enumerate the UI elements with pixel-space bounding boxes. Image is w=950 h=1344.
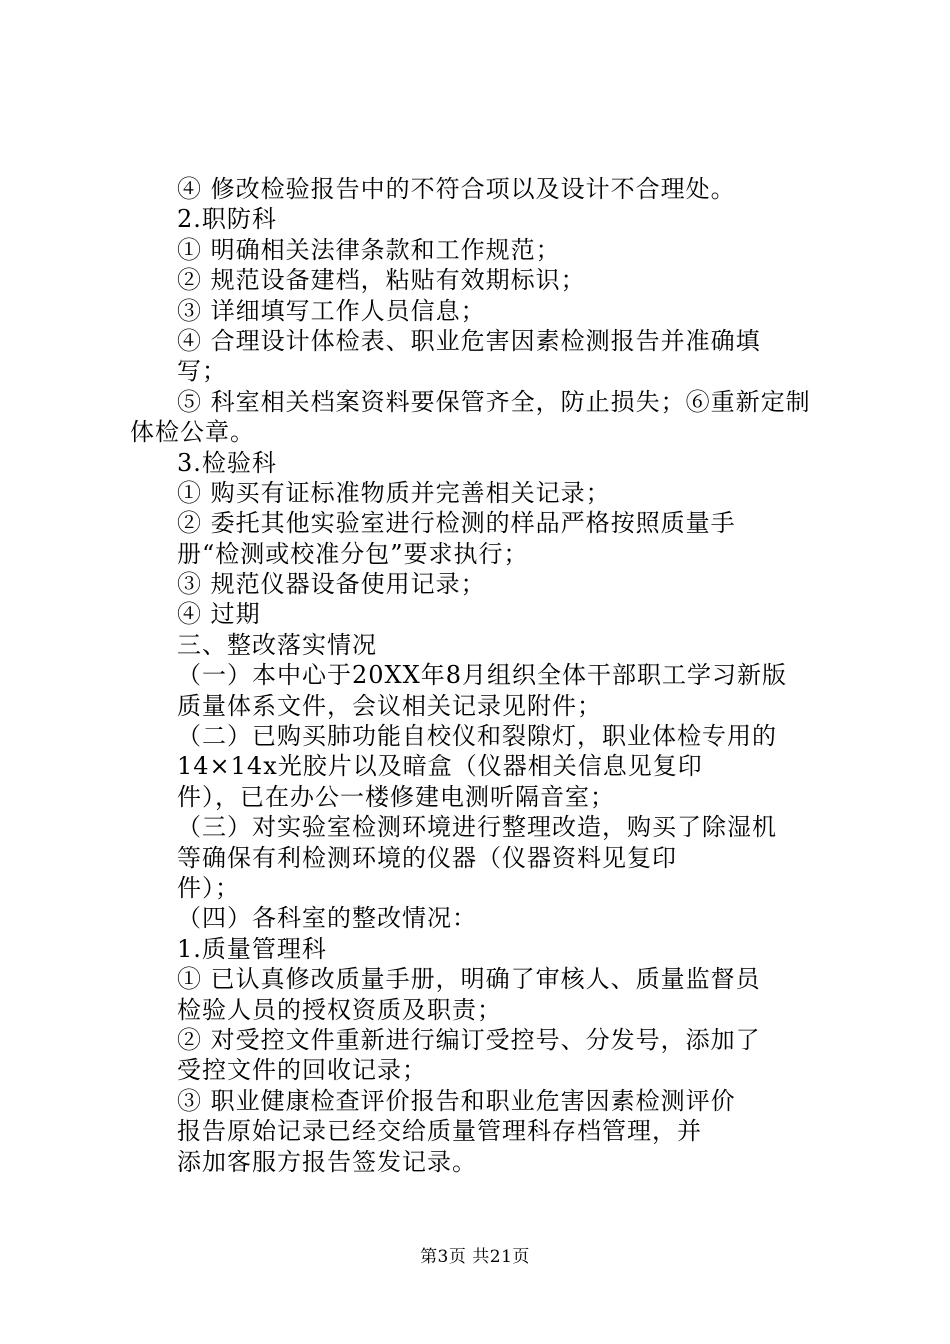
text-line: ⑤ 科室相关档案资料要保管齐全，防止损失；⑥重新定制 — [177, 387, 811, 416]
section-heading: 三、整改落实情况 — [177, 630, 377, 659]
text-line: 14×14x光胶片以及暗盒（仪器相关信息见复印 — [177, 752, 703, 781]
text-line: ④ 合理设计体检表、职业危害因素检测报告并准确填 — [177, 326, 761, 355]
text-line: ② 委托其他实验室进行检测的样品严格按照质量手 — [177, 509, 736, 538]
text-line: ③ 职业健康检查评价报告和职业危害因素检测评价 — [177, 1086, 736, 1115]
section-heading: 2.职防科 — [177, 205, 277, 234]
text-line: 受控文件的回收记录； — [177, 1056, 427, 1085]
text-line: ① 明确相关法律条款和工作规范； — [177, 235, 561, 264]
text-line: 件），已在办公一楼修建电测听隔音室； — [177, 782, 615, 811]
text-line: ③ 规范仪器设备使用记录； — [177, 570, 486, 599]
text-line: （四）各科室的整改情况： — [177, 904, 477, 933]
text-line: 体检公章。 — [130, 418, 255, 447]
text-line: 添加客服方报告签发记录。 — [177, 1147, 477, 1176]
text-line: 质量体系文件，会议相关记录见附件； — [177, 691, 602, 720]
section-heading: 3.检验科 — [177, 448, 277, 477]
text-line: ② 对受控文件重新进行编订受控号、分发号，添加了 — [177, 1025, 761, 1054]
text-line: ② 规范设备建档，粘贴有效期标识； — [177, 266, 586, 295]
text-line: （一）本中心于20XX年8月组织全体干部职工学习新版 — [177, 661, 787, 690]
text-line: 检验人员的授权资质及职责； — [177, 995, 502, 1024]
text-line: 报告原始记录已经交给质量管理科存档管理，并 — [177, 1117, 702, 1146]
text-line: 等确保有利检测环境的仪器（仪器资料见复印 — [177, 843, 677, 872]
text-line: ④ 过期 — [177, 600, 261, 629]
text-line: 写； — [177, 357, 227, 386]
text-line: （二）已购买肺功能自校仪和裂隙灯，职业体检专用的 — [177, 722, 777, 751]
text-line: ④ 修改检验报告中的不符合项以及设计不合理处。 — [177, 175, 736, 203]
text-line: 件）； — [177, 873, 240, 902]
text-line: （三）对实验室检测环境进行整理改造，购买了除湿机 — [177, 813, 777, 842]
document-body — [130, 174, 850, 1177]
text-line: 册“检测或校准分包”要求执行； — [177, 539, 529, 568]
text-line: ① 购买有证标准物质并完善相关记录； — [177, 478, 611, 507]
section-heading: 1.质量管理科 — [177, 934, 327, 963]
page-number-footer: 第3页 共21页 — [420, 1247, 530, 1267]
text-line: ① 已认真修改质量手册，明确了审核人、质量监督员 — [177, 965, 761, 994]
text-line: ③ 详细填写工作人员信息； — [177, 296, 486, 325]
